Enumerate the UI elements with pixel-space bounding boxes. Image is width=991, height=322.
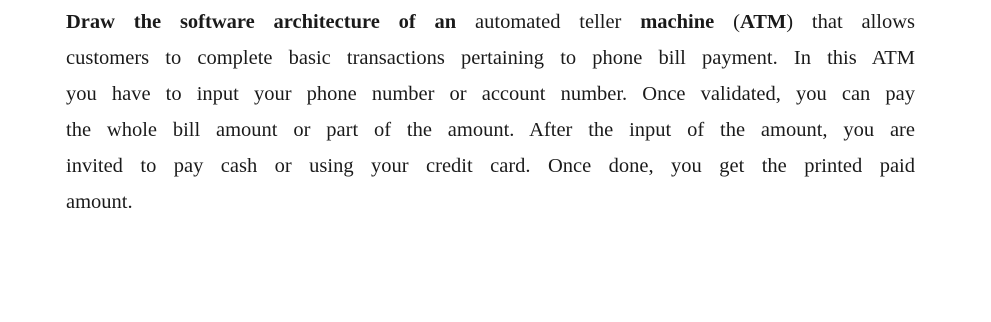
bold-text: ATM xyxy=(739,11,787,33)
text-segment: amount. xyxy=(66,191,133,213)
text-segment: invited to pay cash or using your credit card. Once done, you get the printed paid xyxy=(66,155,915,177)
text-segment: ( xyxy=(714,11,740,33)
paragraph-line-2 xyxy=(66,40,915,76)
bold-text: machine xyxy=(640,11,715,33)
bold-text: Draw the software architecture of an xyxy=(66,11,457,33)
text-segment: automated teller xyxy=(456,11,641,33)
paragraph-line-5 xyxy=(66,148,915,184)
text-segment: ) that allows xyxy=(786,11,916,33)
paragraph-line-1 xyxy=(66,4,915,40)
document-paragraph xyxy=(66,4,915,220)
paragraph-line-6 xyxy=(66,184,915,220)
text-segment: you have to input your phone number or account number. Once validated, you can pay xyxy=(66,83,915,105)
text-segment: customers to complete basic transactions pertaining to phone bill payment. In this ATM xyxy=(66,47,915,69)
paragraph-line-4 xyxy=(66,112,915,148)
text-segment: the whole bill amount or part of the amount. After the input of the amount, you are xyxy=(66,119,915,141)
paragraph-line-3 xyxy=(66,76,915,112)
